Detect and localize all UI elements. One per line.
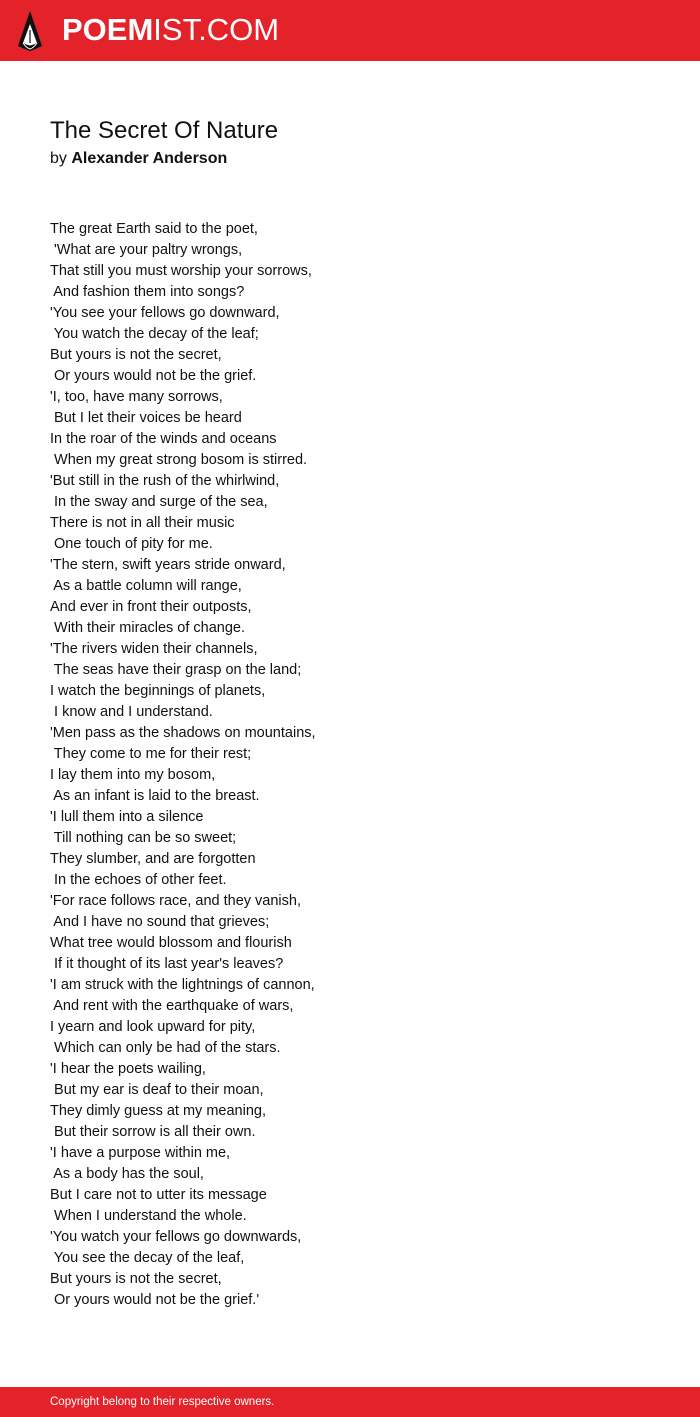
poem-line: Or yours would not be the grief. bbox=[50, 368, 257, 384]
poem-line: There is not in all their music bbox=[50, 515, 235, 531]
poem-line: 'The stern, swift years stride onward, bbox=[50, 557, 286, 573]
poem-title: The Secret Of Nature bbox=[50, 117, 279, 144]
poem-line: But I care not to utter its message bbox=[50, 1187, 267, 1203]
poem-line: They dimly guess at my meaning, bbox=[50, 1103, 266, 1119]
poem-line: 'I have a purpose within me, bbox=[50, 1145, 231, 1161]
poem-body bbox=[50, 219, 650, 1311]
poem-line: Till nothing can be so sweet; bbox=[50, 830, 237, 846]
poem-line: You see the decay of the leaf, bbox=[50, 1250, 245, 1266]
poem-line: They slumber, and are forgotten bbox=[50, 851, 256, 867]
site-footer bbox=[0, 1387, 700, 1417]
poem-line: I watch the beginnings of planets, bbox=[50, 683, 266, 699]
poem-line: 'What are your paltry wrongs, bbox=[50, 242, 243, 258]
poem-line: 'The rivers widen their channels, bbox=[50, 641, 258, 657]
poem-line: 'But still in the rush of the whirlwind, bbox=[50, 473, 280, 489]
poem-line: I yearn and look upward for pity, bbox=[50, 1019, 256, 1035]
poem-line: In the roar of the winds and oceans bbox=[50, 431, 277, 447]
poem-line: Or yours would not be the grief.' bbox=[50, 1292, 260, 1308]
poem-line: 'I, too, have many sorrows, bbox=[50, 389, 223, 405]
poem-line: As an infant is laid to the breast. bbox=[50, 788, 260, 804]
pen-nib-icon[interactable] bbox=[17, 10, 43, 52]
poem-line: You watch the decay of the leaf; bbox=[50, 326, 259, 342]
poem-line: And ever in front their outposts, bbox=[50, 599, 252, 615]
poem-line: They come to me for their rest; bbox=[50, 746, 252, 762]
by-label: by bbox=[50, 150, 67, 167]
poem-line: In the echoes of other feet. bbox=[50, 872, 227, 888]
poem-line: If it thought of its last year's leaves? bbox=[50, 956, 284, 972]
logo-text-strong: POEM bbox=[62, 12, 154, 47]
poem-line: When I understand the whole. bbox=[50, 1208, 247, 1224]
poem-byline bbox=[50, 149, 227, 169]
poem-line: But yours is not the secret, bbox=[50, 1271, 222, 1287]
poem-line: As a battle column will range, bbox=[50, 578, 242, 594]
site-header bbox=[0, 0, 700, 61]
poem-line: With their miracles of change. bbox=[50, 620, 246, 636]
poem-line: 'You see your fellows go downward, bbox=[50, 305, 280, 321]
logo-text-light: IST.COM bbox=[153, 12, 280, 47]
poem-line: 'Men pass as the shadows on mountains, bbox=[50, 725, 316, 741]
poem-line: What tree would blossom and flourish bbox=[50, 935, 292, 951]
poem-line: That still you must worship your sorrows, bbox=[50, 263, 312, 279]
poem-line: 'For race follows race, and they vanish, bbox=[50, 893, 301, 909]
poem-line: One touch of pity for me. bbox=[50, 536, 213, 552]
poem-line: The great Earth said to the poet, bbox=[50, 221, 258, 237]
poem-line: And I have no sound that grieves; bbox=[50, 914, 270, 930]
poem-line: And rent with the earthquake of wars, bbox=[50, 998, 294, 1014]
poem-line: Which can only be had of the stars. bbox=[50, 1040, 281, 1056]
poem-line: But I let their voices be heard bbox=[50, 410, 242, 426]
poem-line: As a body has the soul, bbox=[50, 1166, 204, 1182]
poem-line: In the sway and surge of the sea, bbox=[50, 494, 268, 510]
poem-line: But yours is not the secret, bbox=[50, 347, 222, 363]
poem-line: When my great strong bosom is stirred. bbox=[50, 452, 308, 468]
poem-line: 'I lull them into a silence bbox=[50, 809, 204, 825]
site-logo-link[interactable] bbox=[62, 12, 279, 48]
poem-line: 'You watch your fellows go downwards, bbox=[50, 1229, 302, 1245]
copyright-text: Copyright belong to their respective owners. bbox=[50, 1396, 275, 1408]
poem-line: The seas have their grasp on the land; bbox=[50, 662, 302, 678]
poem-line: 'I hear the poets wailing, bbox=[50, 1061, 206, 1077]
poem-line: I lay them into my bosom, bbox=[50, 767, 216, 783]
poem-line: But my ear is deaf to their moan, bbox=[50, 1082, 264, 1098]
poem-line: And fashion them into songs? bbox=[50, 284, 245, 300]
author-link[interactable]: Alexander Anderson bbox=[71, 150, 228, 167]
poem-line: But their sorrow is all their own. bbox=[50, 1124, 256, 1140]
poem-line: I know and I understand. bbox=[50, 704, 213, 720]
poem-line: 'I am struck with the lightnings of cannon, bbox=[50, 977, 315, 993]
